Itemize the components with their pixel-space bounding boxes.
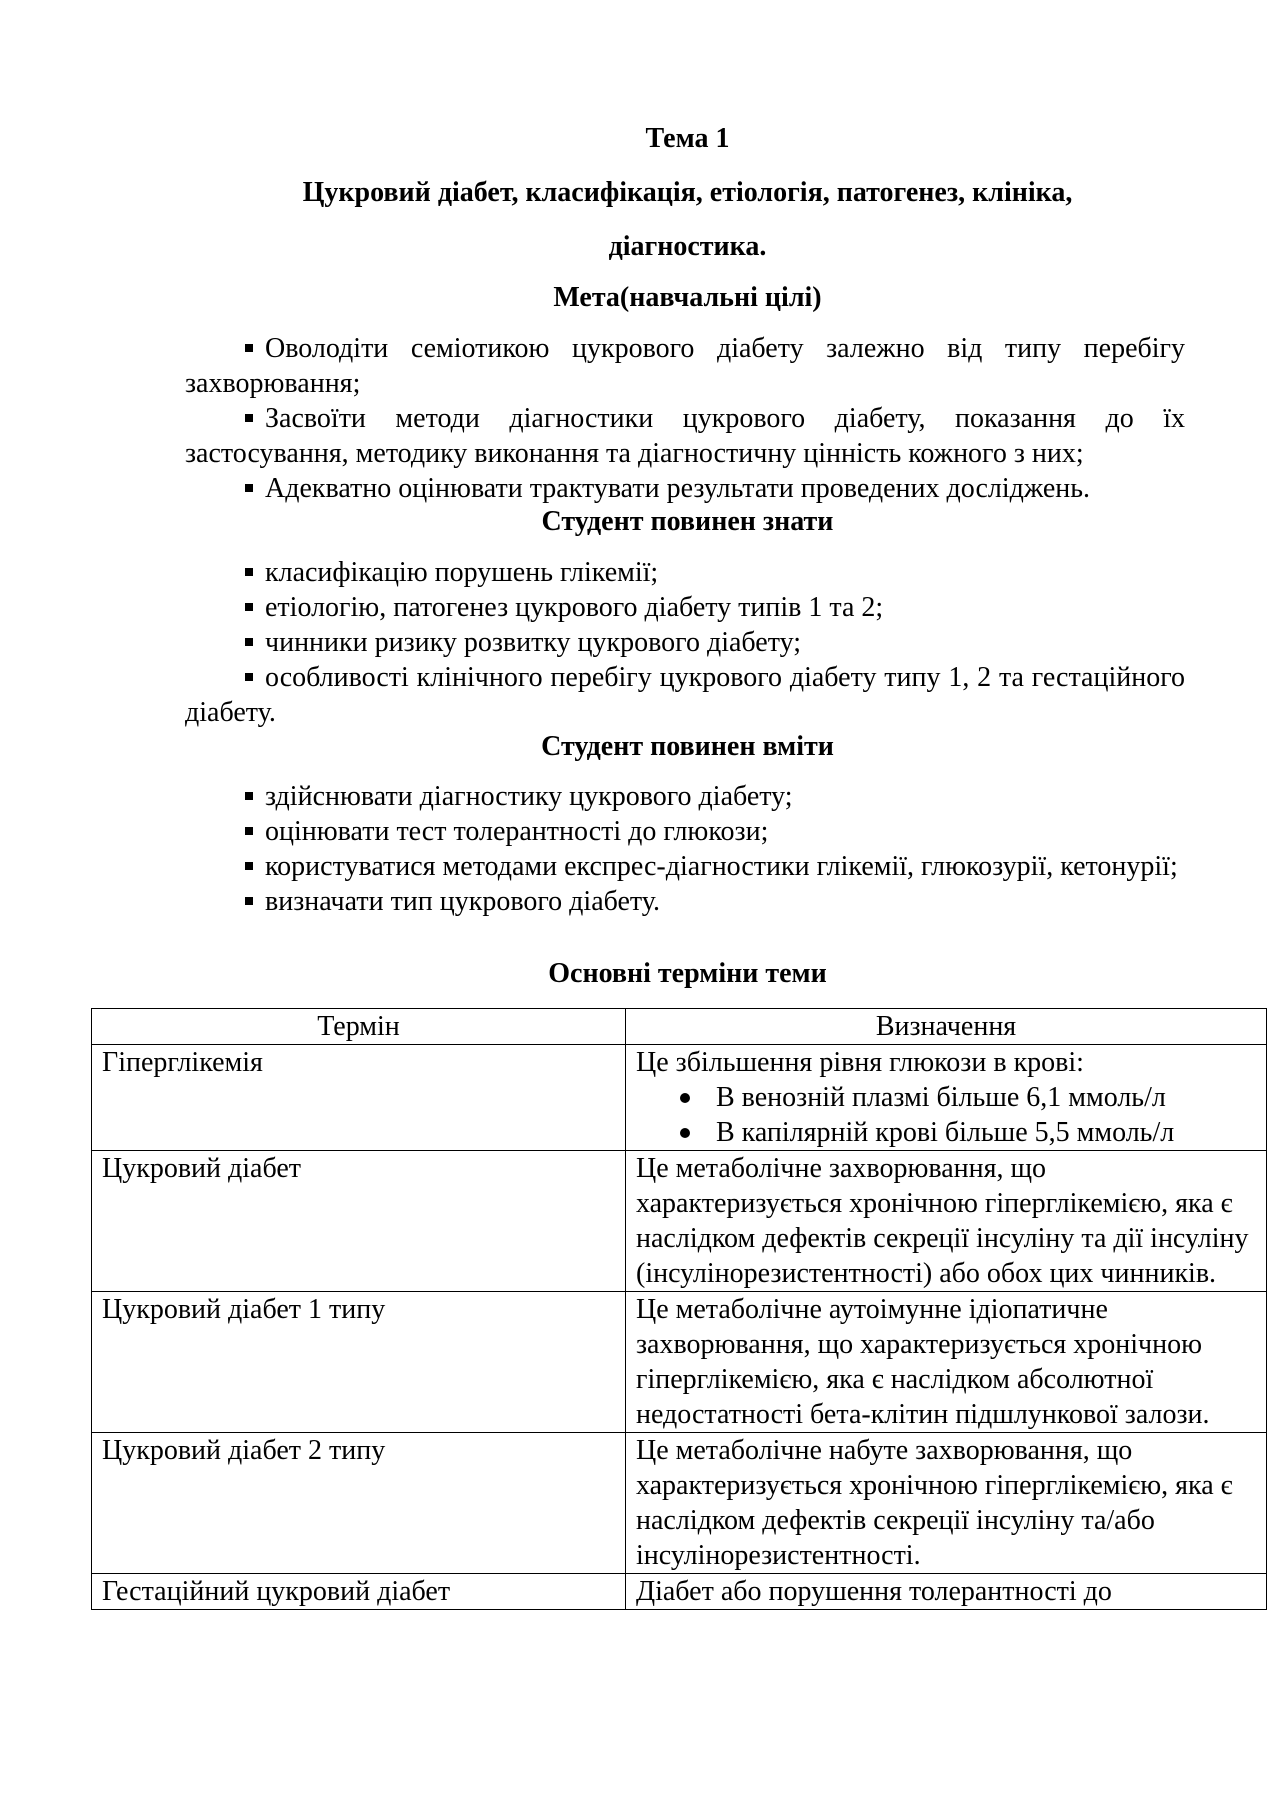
list-item: В капілярній крові більше 5,5 ммоль/л (680, 1115, 1256, 1150)
table-row (92, 1433, 1267, 1574)
square-bullet-icon (245, 414, 253, 422)
list-item: В венозній плазмі більше 6,1 ммоль/л (680, 1080, 1256, 1115)
square-bullet-icon (245, 792, 253, 800)
knowledge-list (185, 555, 1185, 730)
list-item: оцінювати тест толерантності до глюкози; (185, 814, 1185, 849)
list-item: Засвоїти методи діагностики цукрового діабету, показання до їх застосування, методику виконання та діагностичну цінність кожного з них; (185, 403, 1185, 469)
table-row (92, 1151, 1267, 1292)
term-cell: Гестаційний цукровий діабет (92, 1574, 626, 1610)
definition-cell: Діабет або порушення толерантності до (626, 1574, 1267, 1610)
square-bullet-icon (245, 673, 253, 681)
terms-table (91, 1008, 1267, 1610)
square-bullet-icon (245, 568, 253, 576)
definition-cell: Це метаболічне набуте захворювання, що характеризується хронічною гіперглікемією, яка є наслідком дефектів секреції інсуліну та/або інсулінорезистентності. (626, 1433, 1267, 1574)
list-item: етіологію, патогенез цукрового діабету типів 1 та 2; (185, 590, 1185, 625)
topic-title-line-1: Цукровий діабет, класифікація, етіологія, патогенез, клініка, (302, 177, 1073, 208)
square-bullet-icon (245, 344, 253, 352)
topic-heading: Тема 1 (645, 123, 730, 154)
table-row (92, 1574, 1267, 1610)
definition-bullets (636, 1080, 1256, 1150)
list-item: особливості клінічного перебігу цукрового діабету типу 1, 2 та гестаційного діабету. (185, 662, 1185, 728)
terms-heading: Основні терміни теми (548, 958, 827, 989)
list-item: визначати тип цукрового діабету. (185, 884, 1185, 919)
square-bullet-icon (245, 897, 253, 905)
definition-cell: Це метаболічне аутоімунне ідіопатичне захворювання, що характеризується хронічною гіперглікемією, яка є наслідком абсолютної недостатності бета-клітин підшлункової залози. (626, 1292, 1267, 1433)
list-item: чинники ризику розвитку цукрового діабету; (185, 625, 1185, 660)
list-item: Оволодіти семіотикою цукрового діабету залежно від типу перебігу захворювання; (185, 333, 1185, 399)
square-bullet-icon (245, 638, 253, 646)
goals-list (185, 331, 1185, 506)
table-row (92, 1045, 1267, 1151)
list-item: користуватися методами експрес-діагностики глікемії, глюкозурії, кетонурії; (185, 849, 1185, 884)
definition-cell (626, 1045, 1267, 1151)
column-header-term: Термін (92, 1009, 626, 1045)
definition-text: Це збільшення рівня глюкози в крові: (636, 1047, 1084, 1078)
table-row (92, 1292, 1267, 1433)
column-header-definition: Визначення (626, 1009, 1267, 1045)
topic-title-line-2: діагностика. (608, 231, 767, 262)
list-item: здійснювати діагностику цукрового діабету; (185, 779, 1185, 814)
term-cell: Гіперглікемія (92, 1045, 626, 1151)
table-header-row (92, 1009, 1267, 1045)
square-bullet-icon (245, 827, 253, 835)
term-cell: Цукровий діабет 2 типу (92, 1433, 626, 1574)
list-item: Адекватно оцінювати трактувати результати проведених досліджень. (185, 471, 1185, 506)
term-cell: Цукровий діабет 1 типу (92, 1292, 626, 1433)
knowledge-heading: Студент повинен знати (541, 506, 834, 537)
skills-heading: Студент повинен вміти (541, 731, 834, 762)
skills-list (185, 779, 1185, 919)
definition-cell: Це метаболічне захворювання, що характеризується хронічною гіперглікемією, яка є наслідком дефектів секреції інсуліну та дії інсуліну (інсулінорезистентності) або обох цих чинників. (626, 1151, 1267, 1292)
list-item: класифікацію порушень глікемії; (185, 555, 1185, 590)
term-cell: Цукровий діабет (92, 1151, 626, 1292)
square-bullet-icon (245, 862, 253, 870)
square-bullet-icon (245, 603, 253, 611)
square-bullet-icon (245, 484, 253, 492)
goals-heading: Мета(навчальні цілі) (553, 282, 822, 313)
